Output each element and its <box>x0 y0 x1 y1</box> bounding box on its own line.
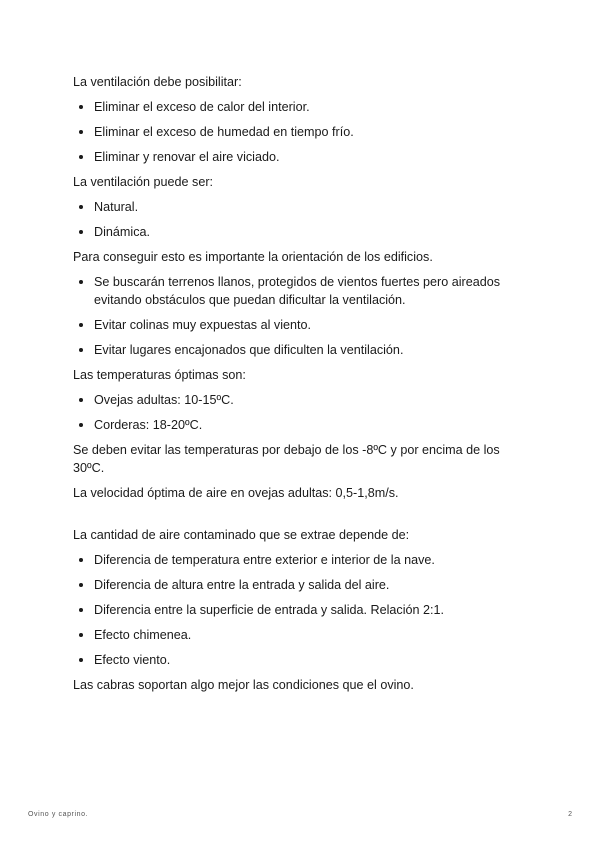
list-item: Evitar lugares encajonados que dificulten la ventilación. <box>73 341 523 359</box>
list-item: Evitar colinas muy expuestas al viento. <box>73 316 523 334</box>
list-item: Eliminar el exceso de humedad en tiempo frío. <box>73 123 523 141</box>
list-item: Efecto chimenea. <box>73 626 523 644</box>
bullet-icon <box>79 558 83 562</box>
list-item: Diferencia entre la superficie de entrada y salida. Relación 2:1. <box>73 601 523 619</box>
list-item: Diferencia de temperatura entre exterior e interior de la nave. <box>73 551 523 569</box>
bullet-icon <box>79 155 83 159</box>
bullet-icon <box>79 423 83 427</box>
temperatures-intro: Las temperaturas óptimas son: <box>73 368 246 382</box>
footer-doc-title: Ovino y caprino. <box>28 811 89 818</box>
bullet-icon <box>79 130 83 134</box>
orientation-intro: Para conseguir esto es importante la orientación de los edificios. <box>73 250 433 264</box>
list-item: Ovejas adultas: 10-15ºC. <box>73 391 523 409</box>
bullet-icon <box>79 323 83 327</box>
orientation-list <box>73 273 523 359</box>
list-item: Efecto viento. <box>73 651 523 669</box>
list-item: Eliminar y renovar el aire viciado. <box>73 148 523 166</box>
bullet-icon <box>79 230 83 234</box>
bullet-icon <box>79 280 83 284</box>
bullet-icon <box>79 658 83 662</box>
ventilation-purpose-list <box>73 98 523 166</box>
bullet-icon <box>79 348 83 352</box>
list-item: Se buscarán terrenos llanos, protegidos de vientos fuertes pero aireados evitando obstáculos que puedan dificultar la ventilación. <box>73 273 523 309</box>
temperature-limits-paragraph: Se deben evitar las temperaturas por debajo de los -8ºC y por encima de los 30ºC. <box>73 443 500 475</box>
list-item: Eliminar el exceso de calor del interior. <box>73 98 523 116</box>
footer-page-number: 2 <box>568 811 572 818</box>
document-body <box>73 73 523 701</box>
closing-paragraph: Las cabras soportan algo mejor las condiciones que el ovino. <box>73 678 414 692</box>
temperatures-list <box>73 391 523 434</box>
contaminated-air-list <box>73 551 523 669</box>
list-item: Diferencia de altura entre la entrada y salida del aire. <box>73 576 523 594</box>
ventilation-types-intro: La ventilación puede ser: <box>73 175 214 189</box>
bullet-icon <box>79 608 83 612</box>
bullet-icon <box>79 583 83 587</box>
bullet-icon <box>79 105 83 109</box>
bullet-icon <box>79 633 83 637</box>
contaminated-air-intro: La cantidad de aire contaminado que se extrae depende de: <box>73 528 410 542</box>
bullet-icon <box>79 398 83 402</box>
ventilation-purpose-intro: La ventilación debe posibilitar: <box>73 75 242 89</box>
air-speed-paragraph: La velocidad óptima de aire en ovejas adultas: 0,5-1,8m/s. <box>73 486 399 500</box>
bullet-icon <box>79 205 83 209</box>
list-item: Natural. <box>73 198 523 216</box>
list-item: Corderas: 18-20ºC. <box>73 416 523 434</box>
list-item: Dinámica. <box>73 223 523 241</box>
ventilation-types-list <box>73 198 523 241</box>
